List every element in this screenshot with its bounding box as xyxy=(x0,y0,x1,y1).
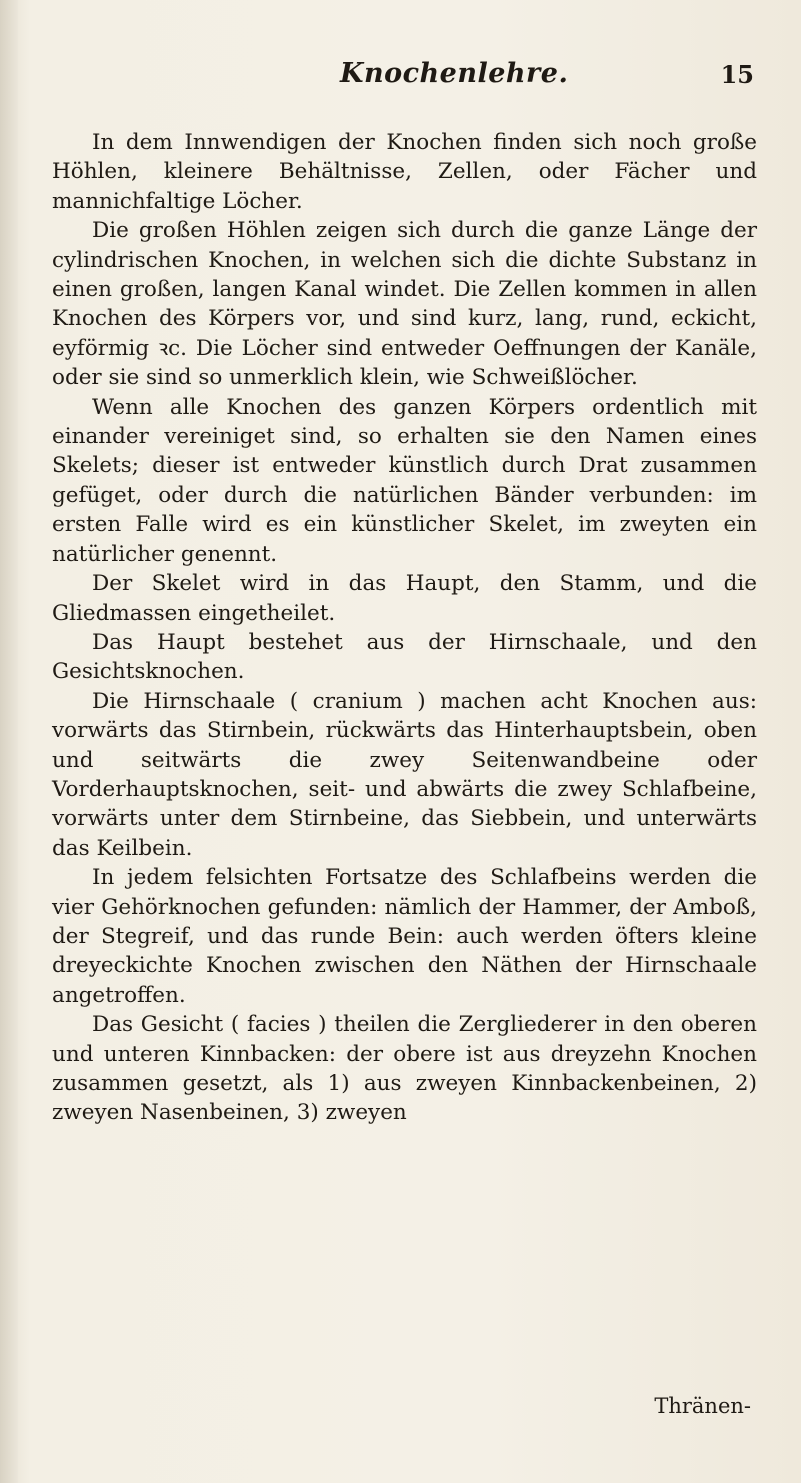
paragraph-temporal-bone: In jedem felsichten Fortsatze des Schlafbeins werden die vier Gehörknochen gefunden: nämlich der Hammer, der Amboß, der Stegreif, und das runde Bein: auch werden öfters kleine dreyeckichte Knochen zwischen den Näthen der Hirnschaale angetroffen. xyxy=(52,865,757,1008)
paragraph-head: Das Haupt bestehet aus der Hirnschaale, und den Gesichtsknochen. xyxy=(52,629,757,685)
body-text xyxy=(52,128,757,1128)
catchword: Thränen- xyxy=(654,1394,751,1418)
running-head: Knochenlehre. xyxy=(340,58,569,89)
paragraph-cranium: Die Hirnschaale ( cranium ) machen acht Knochen aus: vorwärts das Stirnbein, rückwärts das Hinterhauptsbein, oben und seitwärts die zwey Seitenwandbeine oder Vorderhauptsknochen, seit- und abwärts die zwey Schlafbeine, vorwärts unter dem Stirnbeine, das Siebbein, und unterwärts das Keilbein. xyxy=(52,688,757,861)
page-number: 15 xyxy=(720,60,754,89)
paragraph-skeleton-division: Der Skelet wird in das Haupt, den Stamm, und die Gliedmassen eingetheilet. xyxy=(52,571,757,626)
page-header xyxy=(40,58,760,98)
paragraph-face: Das Gesicht ( facies ) theilen die Zergliederer in den oberen und unteren Kinnbacken: der obere ist aus dreyzehn Knochen zusammen gesetzt, als 1) aus zweyen Kinnbackenbeinen, 2) zweyen Nasenbeinen, 3) zweyen xyxy=(52,1012,757,1126)
paragraph-inner-cavities: In dem Innwendigen der Knochen finden sich noch große Höhlen, kleinere Behältnisse, Zellen, oder Fächer und mannichfaltige Löcher. xyxy=(52,130,757,214)
binding-edge xyxy=(0,0,18,1483)
paragraph-large-cavities: Die großen Höhlen zeigen sich durch die ganze Länge der cylindrischen Knochen, in welchen sich die dichte Substanz in einen großen, langen Kanal windet. Die Zellen kommen in allen Knochen des Körpers vor, und sind kurz, lang, rund, eckicht, eyförmig ꝛc. Die Löcher sind entweder Oeffnungen der Kanäle, oder sie sind so unmerklich klein, wie Schweißlöcher. xyxy=(52,218,757,391)
paragraph-skeleton: Wenn alle Knochen des ganzen Körpers ordentlich mit einander vereiniget sind, so erhalten sie den Namen eines Skelets; dieser ist entweder künstlich durch Drat zusammen gefüget, oder durch die natürlichen Bänder verbunden: im ersten Falle wird es ein künstlicher Skelet, im zweyten ein natürlicher genennt. xyxy=(52,394,757,567)
